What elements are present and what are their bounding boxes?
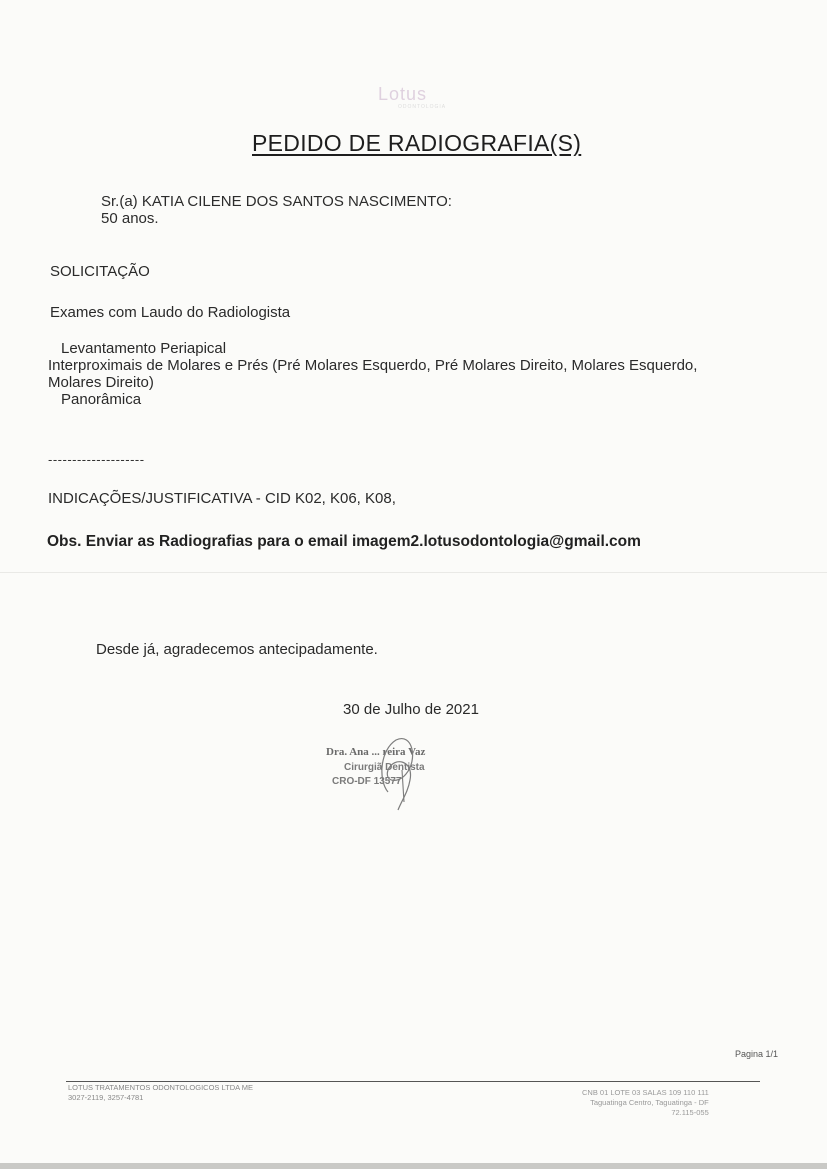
page-number: Pagina 1/1 — [735, 1049, 779, 1059]
exam-item: Interproximais de Molares e Prés (Pré Molares Esquerdo, Pré Molares Direito, Molares Esquerdo, — [48, 357, 698, 374]
exam-list — [48, 340, 788, 408]
footer-divider — [66, 1081, 760, 1082]
signature-stamp — [318, 730, 478, 820]
scan-bottom-edge — [0, 1163, 827, 1169]
indications-text: INDICAÇÕES/JUSTIFICATIVA - CID K02, K06, K08, — [48, 490, 396, 507]
company-logo-subtext: ODONTOLOGIA — [398, 104, 447, 110]
request-section-label: SOLICITAÇÃO — [50, 263, 150, 280]
footer-address-line: Taguatinga Centro, Taguatinga - DF — [590, 1098, 709, 1107]
document-title: PEDIDO DE RADIOGRAFIA(S) — [252, 130, 582, 156]
footer-address — [582, 1088, 709, 1118]
closing-text: Desde já, agradecemos antecipadamente. — [96, 641, 378, 658]
scan-fold-line — [0, 572, 827, 573]
footer-address-line: 72.115-055 — [671, 1108, 709, 1117]
observation-text: Obs. Enviar as Radiografias para o email imagem2.lotusodontologia@gmail.com — [47, 533, 641, 550]
stamp-title: Cirurgiã Dentista — [344, 762, 425, 773]
company-logo: Lotus — [378, 84, 428, 104]
stamp-doctor-name: Dra. Ana ... reira Vaz — [326, 746, 426, 758]
exam-item: Levantamento Periapical — [61, 340, 227, 357]
exam-type: Exames com Laudo do Radiologista — [50, 304, 291, 321]
patient-age: 50 anos. — [101, 210, 159, 227]
separator-line: -------------------- — [48, 452, 145, 467]
document-date: 30 de Julho de 2021 — [343, 701, 479, 718]
footer-company-info — [68, 1083, 253, 1103]
footer-address-line: CNB 01 LOTE 03 SALAS 109 110 111 — [582, 1088, 709, 1097]
handwritten-signature-icon — [318, 730, 478, 820]
exam-item: Molares Direito) — [48, 374, 154, 391]
footer-company-name: LOTUS TRATAMENTOS ODONTOLOGICOS LTDA ME — [68, 1083, 254, 1092]
stamp-registration: CRO-DF 13577 — [332, 776, 402, 787]
footer-phones: 3027-2119, 3257-4781 — [68, 1093, 144, 1102]
exam-item: Panorâmica — [61, 391, 142, 408]
patient-name: Sr.(a) KATIA CILENE DOS SANTOS NASCIMENTO: — [101, 193, 452, 210]
